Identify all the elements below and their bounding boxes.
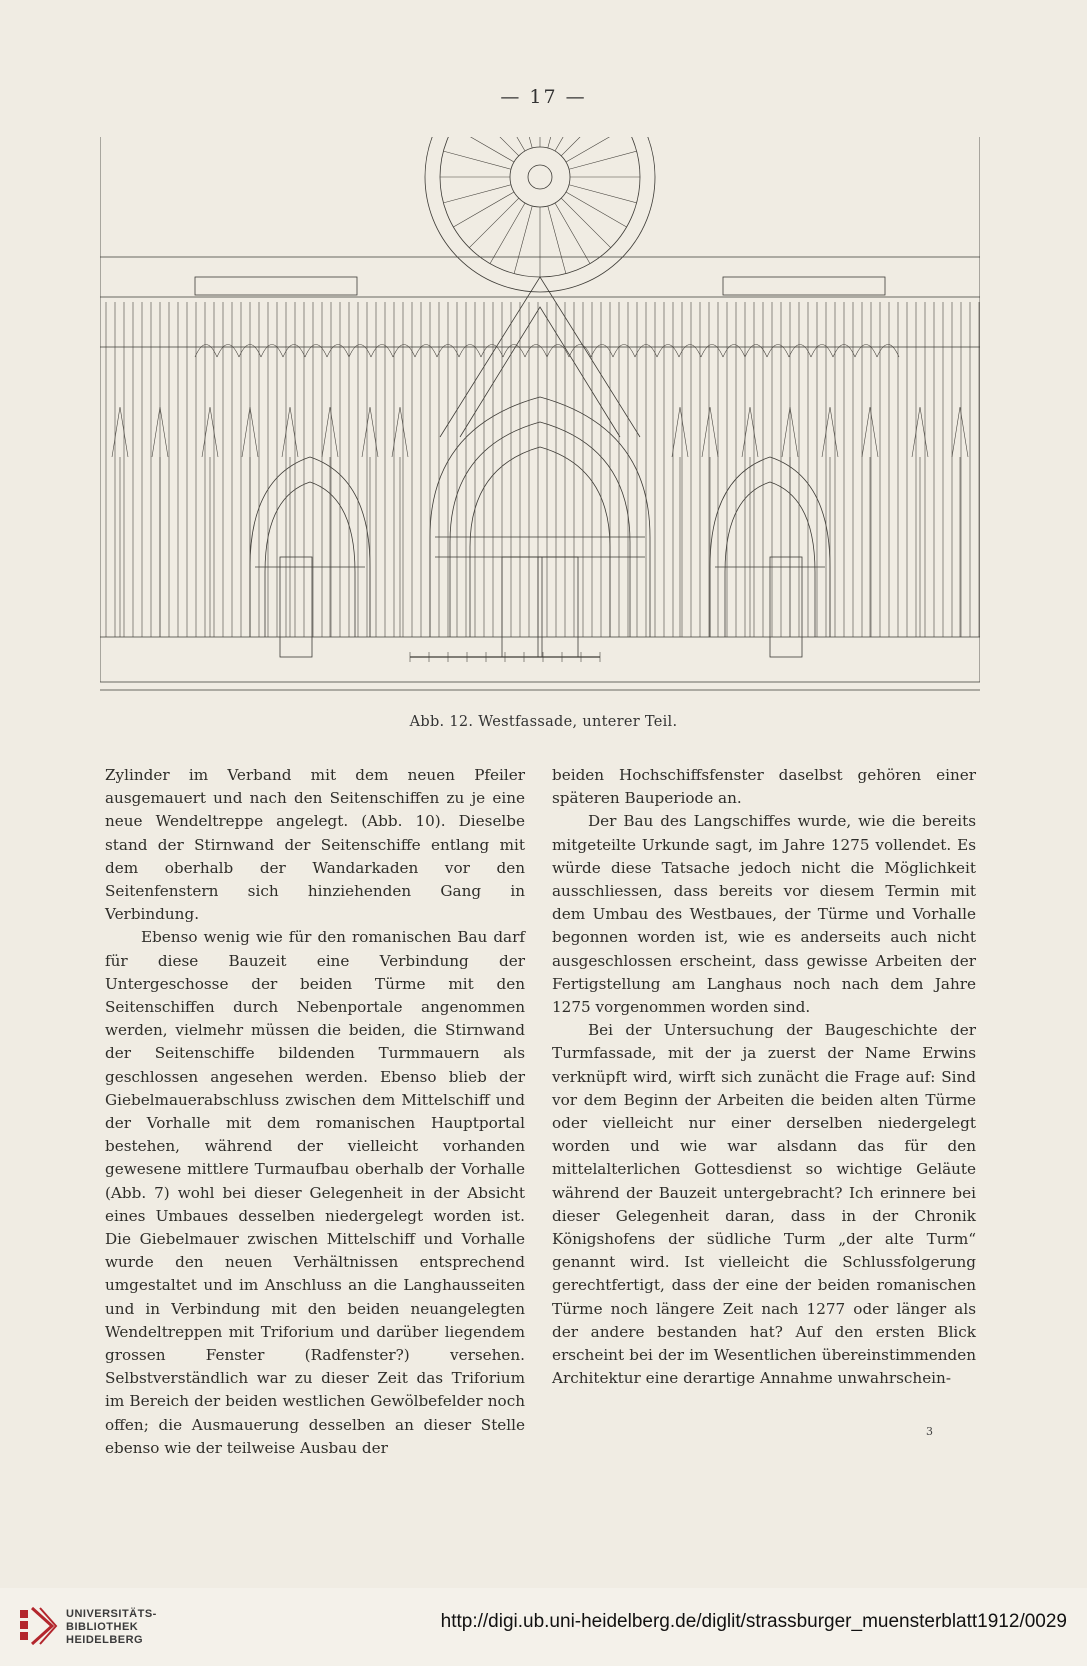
text-column-left <box>105 764 525 1460</box>
page-number: — 17 — <box>500 86 587 108</box>
paragraph: Der Bau des Langschiffes wurde, wie die bereits mitgeteilte Urkunde sagt, im Jahre 1275 vollendet. Es würde diese Tatsache jedoch nicht die Möglichkeit ausschliessen, dass bereits vor diesem Termin mit dem Umbau des Westbaues, der Türme und Vorhalle begonnen worden ist, wie es anderseits auch nicht ausgeschlossen erscheint, dass gewisse Arbeiten der Fertigstellung am Langhaus noch nach dem Jahre 1275 vorgenommen worden sind. <box>552 812 976 1017</box>
facade-drawing-icon <box>100 137 980 697</box>
library-name-line: UNIVERSITÄTS- <box>66 1608 157 1620</box>
paragraph: beiden Hochschiffsfenster daselbst gehören einer späteren Bauperiode an. <box>552 766 976 808</box>
library-logo-icon <box>18 1604 58 1650</box>
library-name <box>66 1608 157 1647</box>
text-column-right <box>552 764 976 1390</box>
source-link[interactable]: http://digi.ub.uni-heidelberg.de/diglit/strassburger_muensterblatt1912/0029 <box>440 1611 1067 1632</box>
library-name-line: BIBLIOTHEK <box>66 1621 139 1633</box>
paragraph: Ebenso wenig wie für den romanischen Bau darf für diese Bauzeit eine Verbindung der Untergeschosse der beiden Türme mit den Seitenschiffen durch Nebenportale angenommen werden, vielmehr müssen die beiden, die Stirnwand der Seitenschiffe bildenden Turmmauern als geschlossen angesehen werden. Ebenso blieb der Giebelmauerabschluss zwischen dem Mittelschiff und der Vorhalle mit dem romanischen Hauptportal bestehen, während der vielleicht vorhanden gewesene mittlere Turmaufbau oberhalb der Vorhalle (Abb. 7) wohl bei dieser Gelegenheit in der Absicht eines Umbaues desselben niedergelegt worden ist. Die Giebelmauer zwischen Mittelschiff und Vorhalle wurde den neuen Verhältnissen entsprechend umgestaltet und im Anschluss an die Langhausseiten und in Verbindung mit den beiden neuangelegten Wendeltreppen mit Triforium und darüber liegendem grossen Fenster (Radfenster?) versehen. Selbstverständlich war zu dieser Zeit das Triforium im Bereich der beiden westlichen Gewölbefelder noch offen; die Ausmauerung desselben an dieser Stelle ebenso wie der teilweise Ausbau der <box>105 928 525 1457</box>
library-name-line: HEIDELBERG <box>66 1634 144 1646</box>
paragraph: Bei der Untersuchung der Baugeschichte der Turmfassade, mit der ja zuerst der Name Erwins verknüpft wird, wirft sich zunächt die Frage auf: Sind vor dem Beginn der Arbeiten die beiden alten Türme oder vielleicht nur einer derselben niedergelegt worden und wie war alsdann das für den mittelalterlichen Gottesdienst so wichtige Geläute während der Bauzeit untergebracht? Ich erinnere bei dieser Gelegenheit daran, dass in der Chronik Königshofens der südliche Turm „der alte Turm“ genannt wird. Ist vielleicht die Schlussfolgerung gerechtfertigt, dass der eine der beiden romanischen Türme noch längere Zeit nach 1277 oder länger als der andere bestanden hat? Auf den ersten Blick erscheint bei der im Wesentlichen übereinstimmenden Architektur eine derartige Annahme unwahrschein- <box>552 1021 976 1388</box>
sheet-number: 3 <box>926 1425 933 1438</box>
footer-bar <box>0 1588 1087 1666</box>
facade-figure <box>100 137 980 697</box>
figure-caption: Abb. 12. Westfassade, unterer Teil. <box>409 714 678 730</box>
paragraph: Zylinder im Verband mit dem neuen Pfeiler ausgemauert und nach den Seitenschiffen zu je eine neue Wendeltreppe angelegt. (Abb. 10). Dieselbe stand der Stirnwand der Seitenschiffe entlang mit dem oberhalb der Wandarkaden vor den Seitenfenstern sich hinziehenden Gang in Verbindung. <box>105 766 525 924</box>
